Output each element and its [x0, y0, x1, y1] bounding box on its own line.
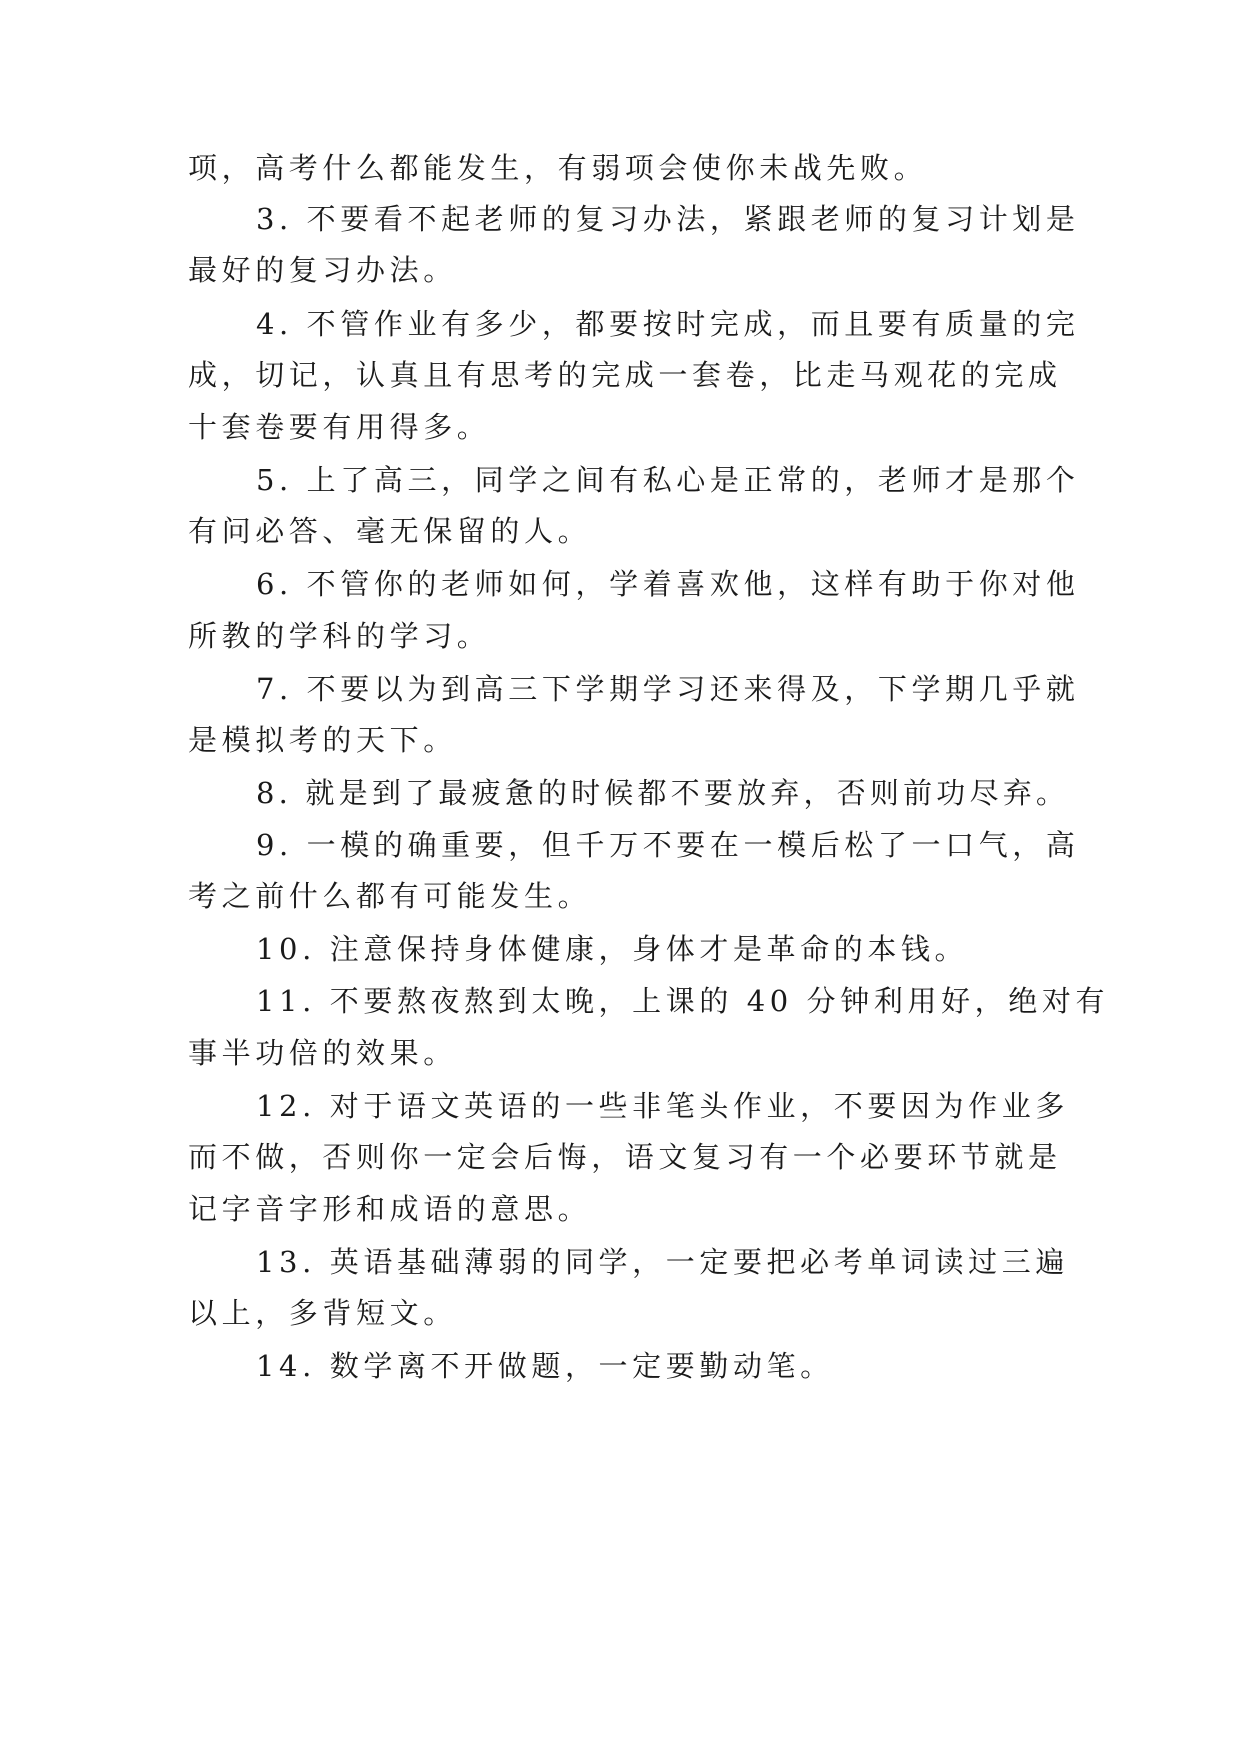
- text-line: 最好的复习办法。: [188, 253, 457, 287]
- text-line: 7. 不要以为到高三下学期学习还来得及，下学期几乎就: [256, 672, 1080, 706]
- text-line: 4. 不管作业有多少，都要按时完成，而且要有质量的完: [256, 307, 1080, 341]
- text-line: 十套卷要有用得多。: [188, 410, 491, 444]
- text-line: 所教的学科的学习。: [188, 619, 491, 653]
- text-line: 10. 注意保持身体健康，身体才是革命的本钱。: [256, 932, 969, 966]
- text-line: 12. 对于语文英语的一些非笔头作业，不要因为作业多: [256, 1089, 1069, 1123]
- text-line: 考之前什么都有可能发生。: [188, 879, 592, 913]
- text-line: 14. 数学离不开做题，一定要勤动笔。: [256, 1349, 834, 1383]
- text-line: 而不做，否则你一定会后悔，语文复习有一个必要环节就是: [188, 1140, 1062, 1174]
- text-line: 记字音字形和成语的意思。: [188, 1192, 592, 1226]
- text-line: 事半功倍的效果。: [188, 1036, 457, 1070]
- text-line: 9. 一模的确重要，但千万不要在一模后松了一口气，高: [256, 828, 1080, 862]
- text-line: 13. 英语基础薄弱的同学，一定要把必考单词读过三遍: [256, 1245, 1069, 1279]
- text-line: 项，高考什么都能发生，有弱项会使你未战先败。: [188, 151, 928, 185]
- text-line: 6. 不管你的老师如何，学着喜欢他，这样有助于你对他: [256, 567, 1080, 601]
- text-line: 5. 上了高三，同学之间有私心是正常的，老师才是那个: [256, 463, 1080, 497]
- text-line: 是模拟考的天下。: [188, 723, 457, 757]
- text-line: 3. 不要看不起老师的复习办法，紧跟老师的复习计划是: [256, 202, 1080, 236]
- text-line: 以上，多背短文。: [188, 1296, 457, 1330]
- text-line: 8. 就是到了最疲惫的时候都不要放弃，否则前功尽弃。: [256, 776, 1070, 810]
- text-line: 11. 不要熬夜熬到太晚，上课的 40 分钟利用好，绝对有: [256, 984, 1110, 1018]
- text-line: 有问必答、毫无保留的人。: [188, 514, 592, 548]
- text-line: 成，切记，认真且有思考的完成一套卷，比走马观花的完成: [188, 358, 1062, 392]
